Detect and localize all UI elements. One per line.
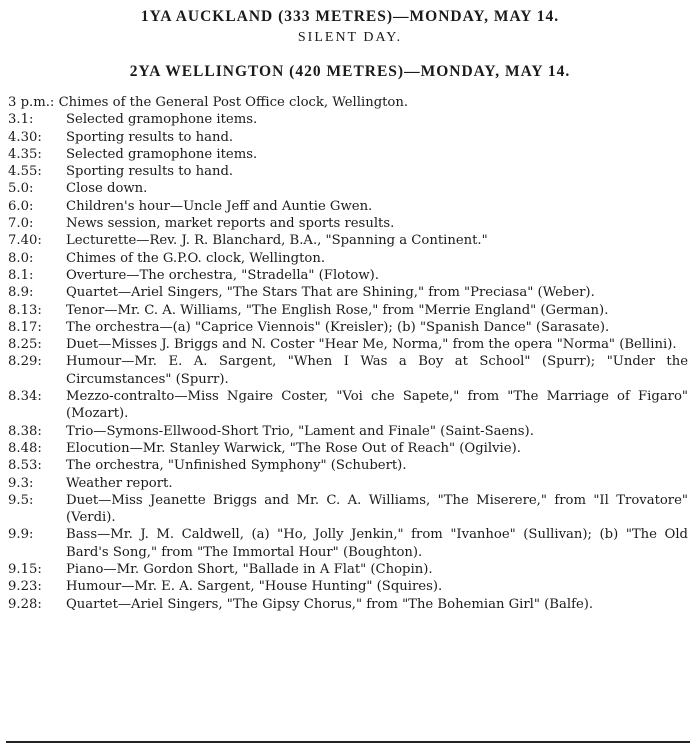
entry-time: 3.1:	[8, 112, 34, 128]
entry-time: 7.0:	[8, 216, 34, 232]
entry-text: Overture—The orchestra, "Stradella" (Flotow).	[66, 267, 379, 283]
entry-text: Children's hour—Uncle Jeff and Auntie Gwen.	[66, 198, 373, 214]
entry-text: Humour—Mr. E. A. Sargent, "When I Was a Boy at School" (Spurr); "Under the Circumstances" (Spurr).	[66, 354, 688, 387]
programme-entry	[8, 146, 692, 163]
entry-text: Sporting results to hand.	[66, 164, 234, 180]
entry-text: The orchestra—(a) "Caprice Viennois" (Kreisler); (b) "Spanish Dance" (Sarasate).	[66, 319, 610, 335]
programme-entry	[8, 492, 692, 527]
programme-entry	[8, 163, 692, 180]
programme-entry	[8, 440, 692, 457]
entry-time: 5.0:	[8, 181, 34, 197]
entry-time: 9.3:	[8, 475, 34, 491]
programme-entry	[8, 596, 692, 613]
programme-entry	[8, 198, 692, 215]
entry-time: 8.17:	[8, 319, 42, 335]
entry-text: Sporting results to hand.	[66, 129, 234, 145]
station-1ya-heading: 1YA AUCKLAND (333 METRES)—MONDAY, MAY 14.	[140, 8, 560, 25]
entry-time: 9.9:	[8, 527, 34, 543]
entry-text: Humour—Mr. E. A. Sargent, "House Hunting" (Squires).	[66, 579, 443, 595]
programme-entry	[8, 180, 692, 197]
entry-time: 8.1:	[8, 267, 34, 283]
entry-time: 8.34:	[8, 389, 42, 405]
entry-time: 6.0:	[8, 198, 34, 214]
programme-entry	[8, 578, 692, 595]
entry-text: Chimes of the General Post Office clock, Wellington.	[58, 95, 409, 110]
entry-text: Bass—Mr. J. M. Caldwell, (a) "Ho, Jolly Jenkin," from "Ivanhoe" (Sullivan); (b) "The Old Bard's Song," from "The Immortal Hour" (Boughton).	[66, 527, 688, 560]
programme-entry	[8, 475, 692, 492]
programme-entry-intro	[8, 94, 692, 111]
programme-entry	[8, 250, 692, 267]
station-2ya-heading: 2YA WELLINGTON (420 METRES)—MONDAY, MAY 14.	[129, 63, 571, 80]
programme-entry	[8, 319, 692, 336]
programme-entry	[8, 232, 692, 249]
entry-time: 3 p.m.:	[8, 95, 55, 110]
entry-time: 7.40:	[8, 233, 42, 249]
programme-entry	[8, 111, 692, 128]
entry-text: Quartet—Ariel Singers, "The Gipsy Chorus," from "The Bohemian Girl" (Balfe).	[66, 596, 594, 612]
entry-text: Duet—Miss Jeanette Briggs and Mr. C. A. Williams, "The Miserere," from "Il Trovatore" (Verdi).	[66, 492, 688, 526]
entry-time: 4.30:	[8, 129, 42, 145]
entry-time: 9.5:	[8, 492, 34, 508]
programme-entry	[8, 423, 692, 440]
programme-entry	[8, 388, 692, 423]
entry-text: Duet—Misses J. Briggs and N. Coster "Hear Me, Norma," from the opera "Norma" (Bellini).	[66, 337, 677, 353]
programme-entry	[8, 336, 692, 353]
programme-entry	[8, 302, 692, 319]
programme-entry	[8, 457, 692, 474]
entry-time: 4.55:	[8, 164, 42, 180]
entry-time: 8.48:	[8, 440, 42, 456]
entry-time: 4.35:	[8, 146, 42, 162]
entry-text: Chimes of the G.P.O. clock, Wellington.	[66, 250, 326, 266]
entry-time: 8.9:	[8, 285, 34, 301]
entry-text: Piano—Mr. Gordon Short, "Ballade in A Flat" (Chopin).	[66, 562, 433, 578]
entry-time: 8.25:	[8, 337, 42, 353]
entry-text: Lecturette—Rev. J. R. Blanchard, B.A., "Spanning a Continent."	[66, 233, 488, 249]
entry-text: Mezzo-contralto—Miss Ngaire Coster, "Voi che Sapete," from "The Marriage of Figaro" (Mozart).	[66, 389, 688, 422]
programme-entry	[8, 267, 692, 284]
programme-entry	[8, 561, 692, 578]
entry-time: 8.38:	[8, 423, 42, 439]
entry-text: Elocution—Mr. Stanley Warwick, "The Rose Out of Reach" (Ogilvie).	[66, 440, 521, 456]
entry-time: 8.29:	[8, 354, 42, 370]
entry-text: The orchestra, "Unfinished Symphony" (Schubert).	[66, 458, 407, 474]
entry-text: Weather report.	[66, 475, 173, 491]
entry-time: 9.23:	[8, 579, 42, 595]
programme-entry	[8, 353, 692, 388]
programme-list	[8, 94, 692, 613]
entry-time: 8.53:	[8, 458, 42, 474]
entry-text: Selected gramophone items.	[66, 146, 258, 162]
programme-entry	[8, 526, 692, 561]
entry-time: 9.28:	[8, 596, 42, 612]
programme-entry	[8, 215, 692, 232]
entry-text: Close down.	[66, 181, 148, 197]
entry-time: 8.13:	[8, 302, 42, 318]
entry-time: 8.0:	[8, 250, 34, 266]
silent-day-subtitle: SILENT DAY.	[297, 30, 403, 45]
entry-text: Tenor—Mr. C. A. Williams, "The English Rose," from "Merrie England" (German).	[66, 302, 609, 318]
programme-entry	[8, 129, 692, 146]
entry-text: Trio—Symons-Ellwood-Short Trio, "Lament and Finale" (Saint-Saens).	[66, 423, 534, 439]
bottom-rule	[6, 741, 690, 743]
programme-entry	[8, 284, 692, 301]
entry-text: Quartet—Ariel Singers, "The Stars That are Shining," from "Preciasa" (Weber).	[66, 285, 595, 301]
entry-time: 9.15:	[8, 562, 42, 578]
entry-text: News session, market reports and sports results.	[66, 216, 395, 232]
entry-text: Selected gramophone items.	[66, 112, 258, 128]
